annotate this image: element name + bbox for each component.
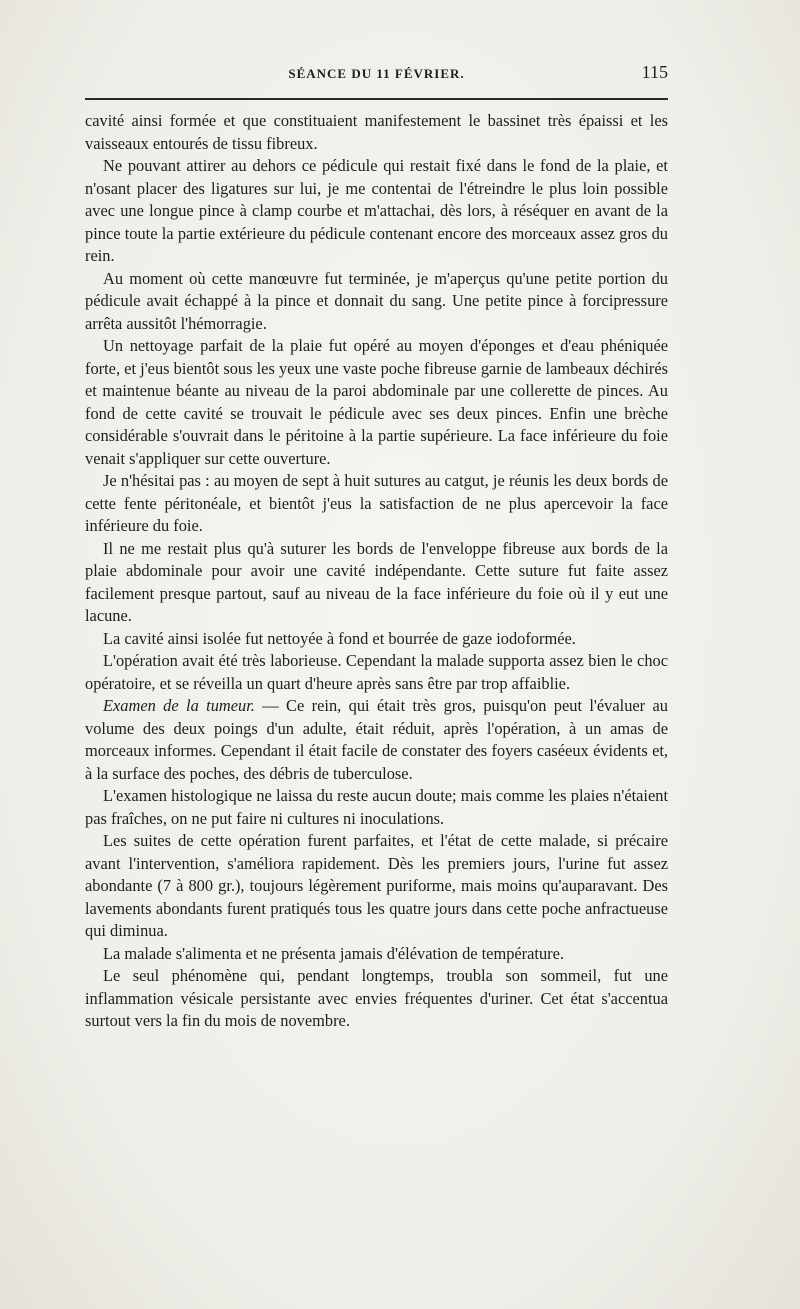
paragraph: La malade s'alimenta et ne présenta jamais d'élévation de température. [103, 943, 564, 963]
paragraph: Je n'hésitai pas : au moyen de sept à huit sutures au catgut, je réunis les deux bords de cette fente péritonéale, et bientôt j'eus la satisfaction de ne plus apercevoir la face inférieure du foie. [85, 471, 668, 535]
header-rule [85, 98, 668, 100]
paragraph: Examen de la tumeur. — Ce rein, qui était très gros, puisqu'on peut l'évaluer au volume des deux poings d'un adulte, était réduit, après l'opération, à un amas de morceaux informes. Cependant il était facile de constater des foyers caséeux évidents et, à la surface des poches, des débris de tuberculose. [85, 696, 668, 783]
paragraph: La cavité ainsi isolée fut nettoyée à fond et bourrée de gaze iodoformée. [103, 628, 576, 648]
running-title: SÉANCE DU 11 FÉVRIER. [288, 66, 465, 81]
paragraph: L'opération avait été très laborieuse. Cependant la malade supporta assez bien le choc opératoire, et se réveilla un quart d'heure après sans être par trop affaiblie. [85, 651, 668, 693]
paragraph: Au moment où cette manœuvre fut terminée, je m'aperçus qu'une petite portion du pédicule avait échappé à la pince et donnait du sang. Une petite pince à forcipressure arrêta aussitôt l'hémorragie. [85, 268, 668, 333]
page-header [85, 62, 668, 92]
paragraph: Un nettoyage parfait de la plaie fut opéré au moyen d'éponges et d'eau phéniquée forte, et j'eus bientôt sous les yeux une vaste poche fibreuse garnie de lambeaux déchirés et maintenue béante au niveau de la paroi abdominale par une collerette de pinces. Au fond de cette cavité se trouvait le pédicule avec ses deux pinces. Enfin une brèche considérable s'ouvrait dans le péritoine à la partie supérieure. La face inférieure du foie venait s'appliquer sur cette ouverture. [85, 336, 668, 468]
paragraph: Le seul phénomène qui, pendant longtemps, troubla son sommeil, fut une inflammation vésicale persistante avec envies fréquentes d'uriner. Cet état s'accentua surtout vers la fin du mois de novembre. [85, 966, 668, 1030]
page-number: 115 [641, 62, 668, 82]
paragraph: L'examen histologique ne laissa du reste aucun doute; mais comme les plaies n'étaient pas fraîches, on ne put faire ni cultures ni inoculations. [85, 786, 668, 828]
paragraph: Il ne me restait plus qu'à suturer les bords de l'enveloppe fibreuse aux bords de la plaie abdominale pour avoir une cavité indépendante. Cette suture fut faite assez facilement presque partout, sauf au niveau de la face inférieure du foie où il y eut une lacune. [85, 538, 668, 625]
paragraph: Ne pouvant attirer au dehors ce pédicule qui restait fixé dans le fond de la plaie, et n'osant placer des ligatures sur lui, je me contentai de l'étreindre le plus loin possible avec une longue pince à clamp courbe et m'attachai, dès lors, à réséquer en avant de la pince toute la partie extérieure du pédicule contenant encore des morceaux assez gros du rein. [85, 156, 668, 265]
section-lead: Examen de la tumeur. [103, 696, 255, 715]
paragraph: cavité ainsi formée et que constituaient manifestement le bassinet très épaissi et les vaisseaux entourés de tissu fibreux. [85, 111, 668, 153]
paragraph: Les suites de cette opération furent parfaites, et l'état de cette malade, si précaire avant l'intervention, s'améliora rapidement. Dès les premiers jours, l'urine fut assez abondante (7 à 800 gr.), toujours légèrement puriforme, mais moins qu'auparavant. Des lavements abondants furent pratiqués tous les quatre jours dans cette poche anfractueuse qui diminua. [85, 831, 668, 940]
body-text [85, 110, 668, 1033]
